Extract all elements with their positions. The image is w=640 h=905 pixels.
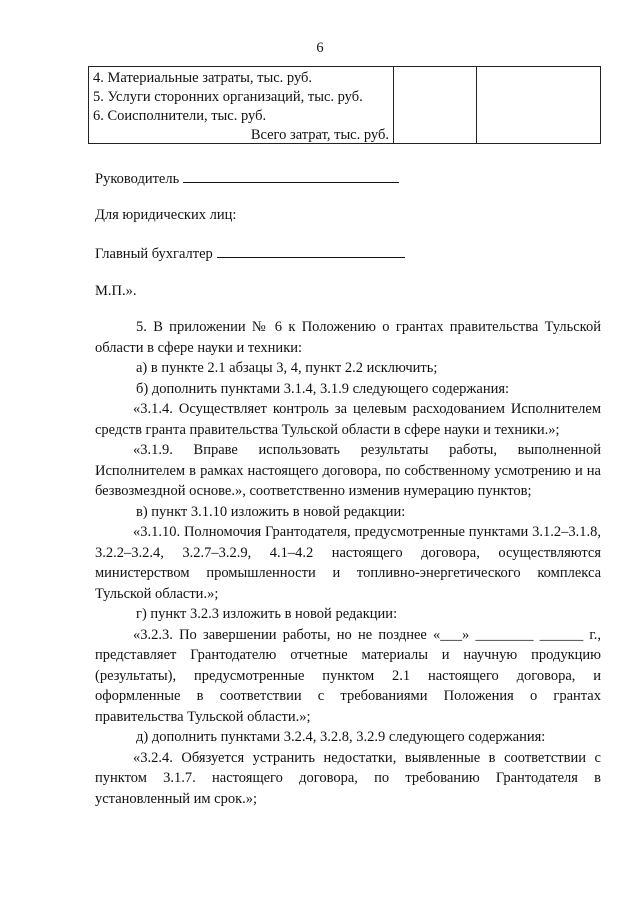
page-number: 6	[316, 40, 324, 56]
document-body	[95, 317, 601, 809]
paragraph: «3.1.9. Вправе использовать результаты работы, выполненной Исполнителем в рамках настоящего договора, по собственному усмотрению и на безвозмездной основе.», соответственно изменив нумерацию пунктов;	[95, 442, 601, 499]
paragraph: «3.2.3. По завершении работы, но не позднее «___» ________ ______ г., представляет Грантодателю отчетные материалы и научную продукцию (результаты), предусмотренные пунктом 2.1 настоящего договора, и оформленные в соответствии с требованиями Положения о грантах правительства Тульской области.»;	[95, 626, 601, 725]
chief-accountant-label: Главный бухгалтер	[95, 246, 213, 262]
cost-table-cell	[477, 67, 600, 143]
table-row: 4. Материальные затраты, тыс. руб.	[93, 70, 313, 86]
cost-table	[88, 66, 601, 144]
seal-label: М.П.».	[95, 283, 137, 299]
paragraph: 5. В приложении № 6 к Положению о грантах правительства Тульской области в сфере науки и техники:	[95, 319, 601, 356]
paragraph: д) дополнить пунктами 3.2.4, 3.2.8, 3.2.9 следующего содержания:	[136, 729, 546, 745]
table-total-row: Всего затрат, тыс. руб.	[250, 127, 389, 143]
table-row: 5. Услуги сторонних организаций, тыс. руб.	[93, 89, 363, 105]
paragraph: г) пункт 3.2.3 изложить в новой редакции:	[136, 606, 398, 622]
paragraph: а) в пункте 2.1 абзацы 3, 4, пункт 2.2 исключить;	[136, 360, 438, 376]
chief-accountant-signature-blank	[217, 243, 405, 258]
legal-entities-label: Для юридических лиц:	[95, 207, 237, 223]
paragraph: «3.1.4. Осуществляет контроль за целевым расходованием Исполнителем средств гранта правительства Тульской области в сфере науки и техники.»;	[95, 401, 601, 438]
paragraph: в) пункт 3.1.10 изложить в новой редакции:	[136, 503, 406, 520]
table-row: 6. Соисполнители, тыс. руб.	[93, 108, 267, 124]
cost-table-cell	[394, 67, 477, 143]
head-label: Руководитель	[95, 171, 180, 187]
head-signature-blank	[183, 168, 399, 183]
paragraph: б) дополнить пунктами 3.1.4, 3.1.9 следующего содержания:	[136, 380, 510, 397]
cost-table-labels	[89, 67, 394, 143]
paragraph: «3.1.10. Полномочия Грантодателя, предусмотренные пунктами 3.1.2–3.1.8, 3.2.2–3.2.4, 3.2.7–3.2.9, 4.1–4.2 настоящего договора, осуществляются министерством промышленности и топливно-энергетического комплекса Тульской области.»;	[95, 524, 601, 602]
paragraph: «3.2.4. Обязуется устранить недостатки, выявленные в соответствии с пунктом 3.1.7. настоящего договора, по требованию Грантодателя в установленный им срок.»;	[95, 749, 601, 807]
chief-accountant-signature-line	[95, 243, 405, 265]
head-signature-line	[95, 168, 399, 190]
